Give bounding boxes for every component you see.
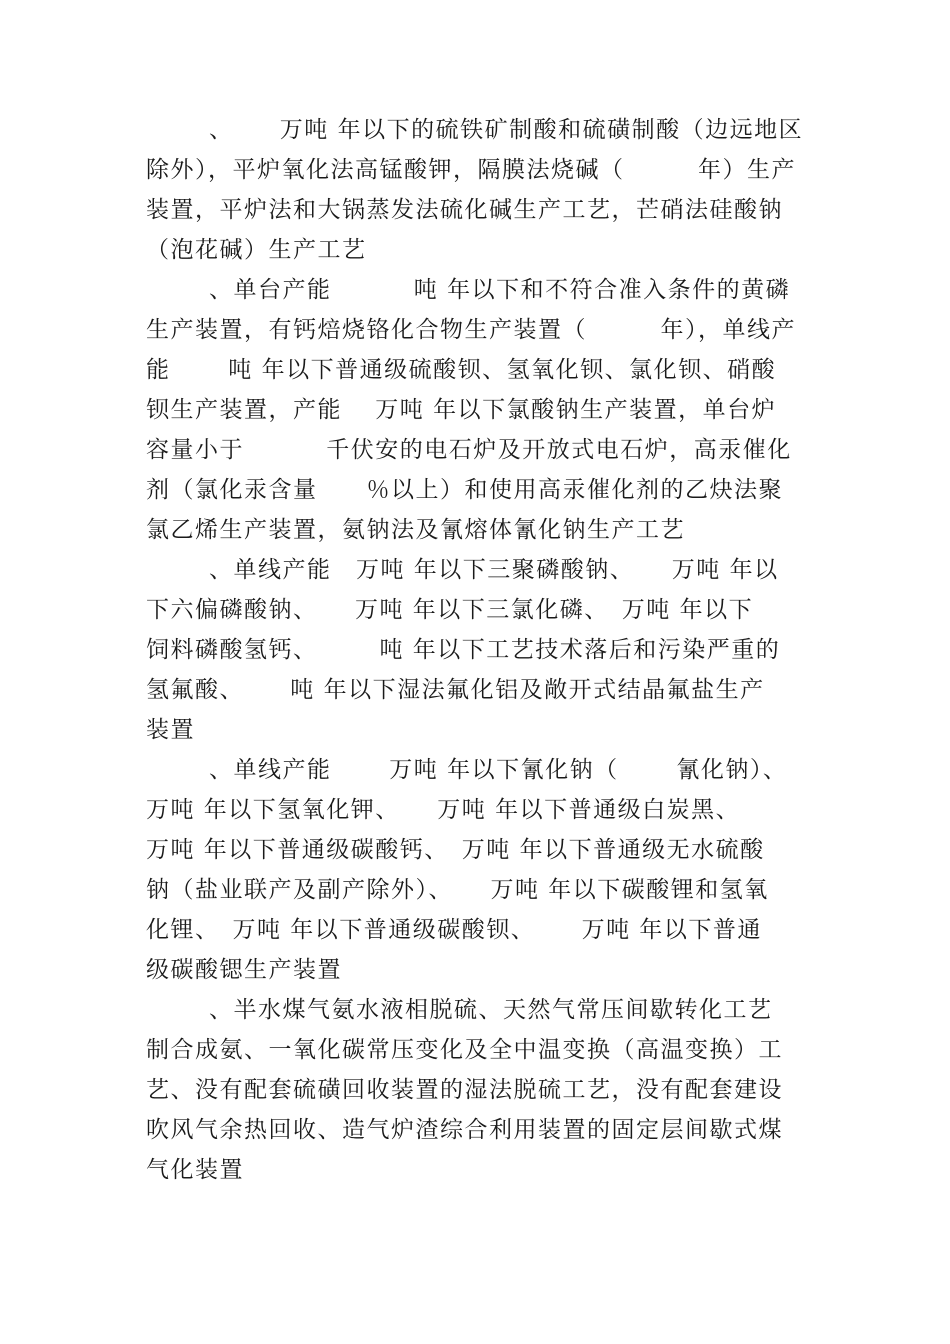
- text-line: 级碳酸锶生产装置: [146, 957, 342, 983]
- text-line: 钡生产装置，产能 万吨 年以下氯酸钠生产装置，单台炉: [146, 397, 777, 423]
- text-line: 万吨 年以下普通级碳酸钙、 万吨 年以下普通级无水硫酸: [146, 837, 765, 863]
- text-line: 气化装置: [146, 1157, 244, 1183]
- text-line: 装置，平炉法和大锅蒸发法硫化碱生产工艺，芒硝法硅酸钠: [146, 197, 783, 223]
- text-line: 氢氟酸、 吨 年以下湿法氟化铝及敞开式结晶氟盐生产: [146, 677, 765, 703]
- text-line: 剂（氯化汞含量 ％以上）和使用高汞催化剂的乙炔法聚: [146, 477, 783, 503]
- text-line: 除外），平炉氧化法高锰酸钾，隔膜法烧碱（ 年）生产: [146, 157, 796, 183]
- text-line: 化锂、 万吨 年以下普通级碳酸钡、 万吨 年以下普通: [146, 917, 762, 943]
- text-line: 万吨 年以下氢氧化钾、 万吨 年以下普通级白炭黑、: [146, 797, 741, 823]
- text-line: 能 吨 年以下普通级硫酸钡、氢氧化钡、氯化钡、硝酸: [146, 357, 777, 383]
- text-line: 艺、没有配套硫磺回收装置的湿法脱硫工艺，没有配套建设: [146, 1077, 783, 1103]
- text-line: 钠（盐业联产及副产除外）、 万吨 年以下碳酸锂和氢氧: [146, 877, 769, 903]
- text-line: （泡花碱）生产工艺: [146, 237, 367, 263]
- text-line: 、半水煤气氨水液相脱硫、天然气常压间歇转化工艺: [209, 997, 773, 1023]
- text-line: 制合成氨、一氧化碳常压变化及全中温变换（高温变换）工: [146, 1037, 783, 1063]
- text-line: 生产装置，有钙焙烧铬化合物生产装置（ 年），单线产: [146, 317, 796, 343]
- text-line: 、单线产能 万吨 年以下三聚磷酸钠、 万吨 年以: [209, 557, 779, 583]
- text-line: 装置: [146, 717, 195, 743]
- text-line: 容量小于 千伏安的电石炉及开放式电石炉，高汞催化: [146, 437, 792, 463]
- text-line: 氯乙烯生产装置，氨钠法及氰熔体氰化钠生产工艺: [146, 517, 685, 543]
- text-line: 、单台产能 吨 年以下和不符合准入条件的黄磷: [209, 277, 791, 303]
- text-line: 吹风气余热回收、造气炉渣综合利用装置的固定层间歇式煤: [146, 1117, 783, 1143]
- text-line: 下六偏磷酸钠、 万吨 年以下三氯化磷、 万吨 年以下: [146, 597, 754, 623]
- text-line: 、单线产能 万吨 年以下氰化钠（ 氰化钠）、: [209, 757, 788, 783]
- text-line: 、 万吨 年以下的硫铁矿制酸和硫磺制酸（边远地区: [209, 117, 804, 143]
- text-line: 饲料磷酸氢钙、 吨 年以下工艺技术落后和污染严重的: [146, 637, 781, 663]
